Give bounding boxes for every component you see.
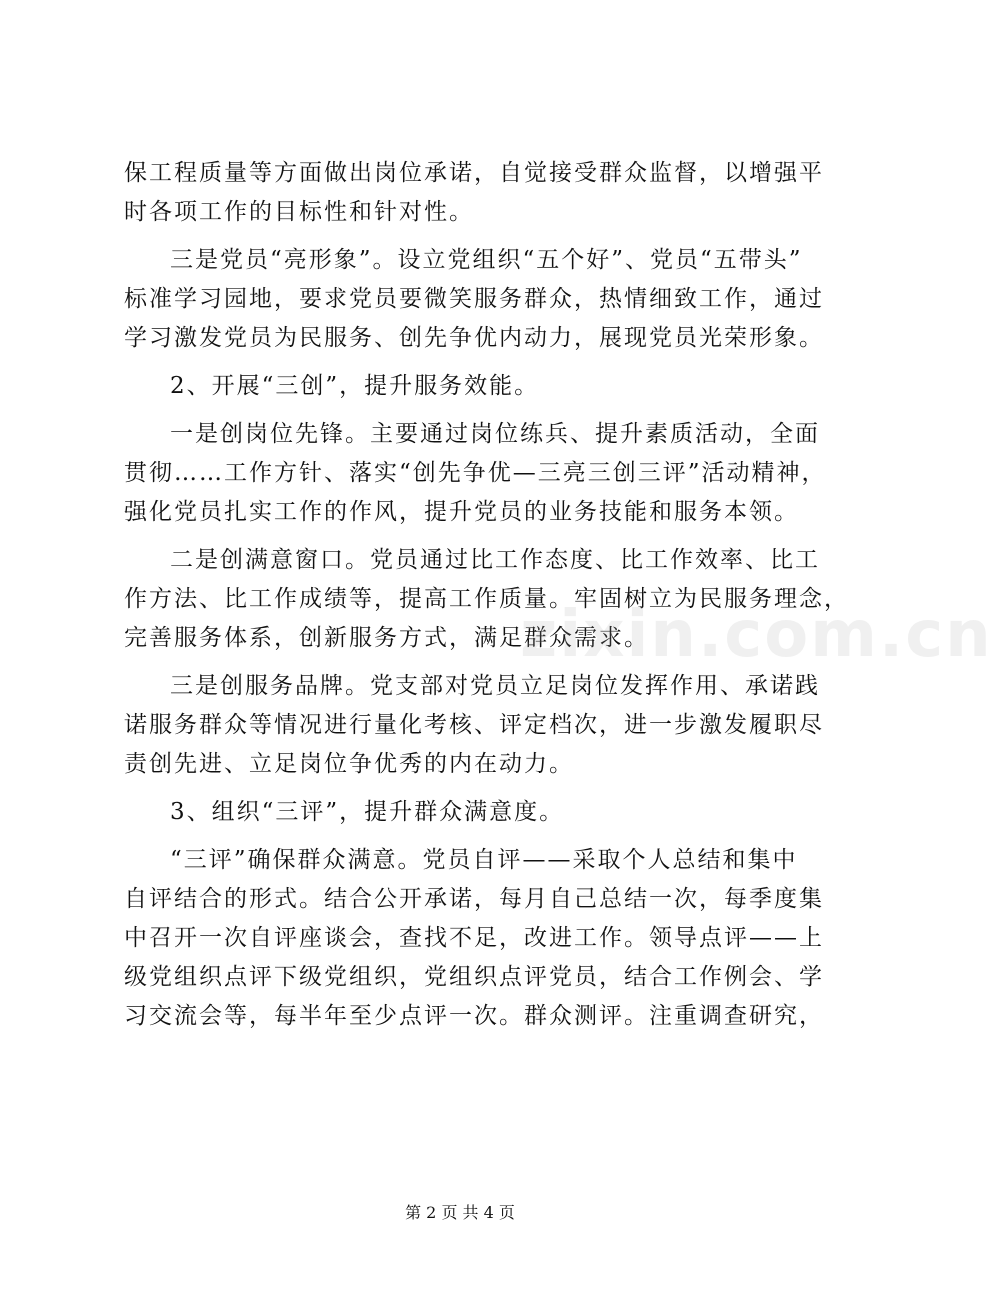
document-body bbox=[124, 154, 849, 1036]
text-line: 强化党员扎实工作的作风，提升党员的业务技能和服务本领。 bbox=[124, 499, 799, 525]
text-line: 自评结合的形式。结合公开承诺，每月自己总结一次，每季度集 bbox=[124, 886, 824, 912]
text-line: 一是创岗位先锋。主要通过岗位练兵、提升素质活动，全面 bbox=[170, 421, 820, 447]
text-line: 贯彻……工作方针、落实“创先争优—三亮三创三评”活动精神， bbox=[124, 460, 827, 486]
text-line: 二是创满意窗口。党员通过比工作态度、比工作效率、比工 bbox=[170, 547, 820, 573]
text-line: 诺服务群众等情况进行量化考核、评定档次，进一步激发履职尽 bbox=[124, 712, 824, 738]
text-line: 完善服务体系，创新服务方式，满足群众需求。 bbox=[124, 625, 649, 651]
text-line: 2、开展“三创”，提升服务效能。 bbox=[170, 373, 540, 399]
watermark: zixin.com.cn bbox=[520, 598, 993, 672]
text-line: 标准学习园地，要求党员要微笑服务群众，热情细致工作，通过 bbox=[124, 286, 824, 312]
text-line: 级党组织点评下级党组织，党组织点评党员，结合工作例会、学 bbox=[124, 964, 824, 990]
text-line: 作方法、比工作成绩等，提高工作质量。牢固树立为民服务理念， bbox=[124, 586, 849, 612]
text-line: 责创先进、立足岗位争优秀的内在动力。 bbox=[124, 751, 574, 777]
text-line: 时各项工作的目标性和针对性。 bbox=[124, 199, 474, 225]
text-line: 中召开一次自评座谈会，查找不足，改进工作。领导点评——上 bbox=[124, 925, 824, 951]
text-line: 习交流会等，每半年至少点评一次。群众测评。注重调查研究， bbox=[124, 1003, 824, 1029]
text-line: 3、组织“三评”，提升群众满意度。 bbox=[170, 799, 565, 825]
text-line: “三评”确保群众满意。党员自评——采取个人总结和集中 bbox=[170, 847, 798, 873]
page-footer: 第 2 页 共 4 页 bbox=[405, 1203, 515, 1222]
text-line: 保工程质量等方面做出岗位承诺，自觉接受群众监督，以增强平 bbox=[124, 160, 824, 186]
text-line: 三是党员“亮形象”。设立党组织“五个好”、党员“五带头” bbox=[170, 247, 803, 273]
text-line: 三是创服务品牌。党支部对党员立足岗位发挥作用、承诺践 bbox=[170, 673, 820, 699]
text-line: 学习激发党员为民服务、创先争优内动力，展现党员光荣形象。 bbox=[124, 325, 824, 351]
